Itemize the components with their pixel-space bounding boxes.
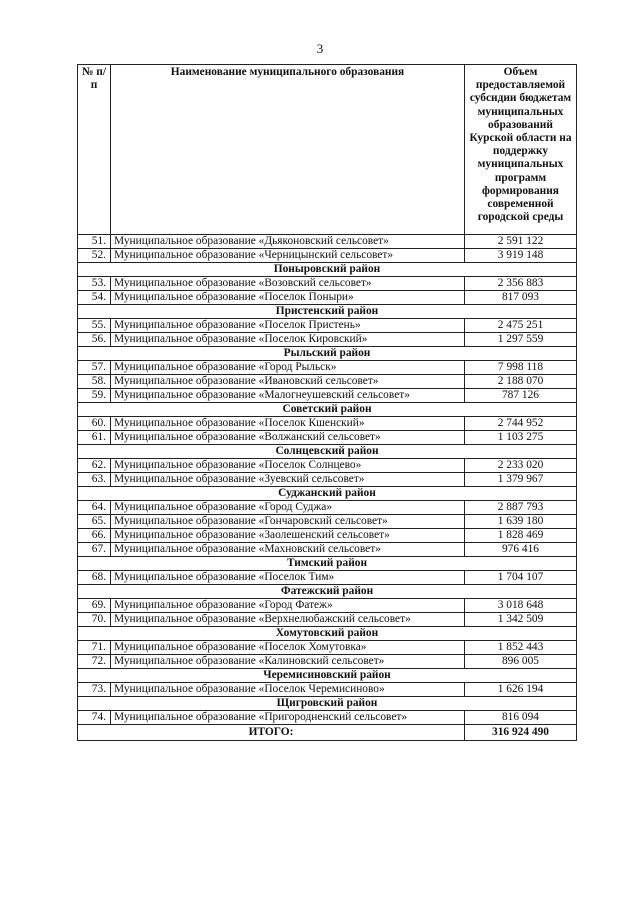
district-row — [78, 585, 577, 599]
subsidy-value: 1 704 107 — [465, 571, 577, 585]
district-row — [78, 403, 577, 417]
table-row — [78, 501, 577, 515]
municipality-name: Муниципальное образование «Поселок Солнцево» — [111, 459, 465, 473]
municipality-name: Муниципальное образование «Малогнеушевский сельсовет» — [111, 389, 465, 403]
table-row — [78, 711, 577, 725]
district-name: Советский район — [78, 403, 577, 417]
table-row — [78, 683, 577, 697]
subsidy-value: 1 852 443 — [465, 641, 577, 655]
row-number: 74. — [78, 711, 111, 725]
municipality-name: Муниципальное образование «Гончаровский сельсовет» — [111, 515, 465, 529]
subsidy-value: 2 591 122 — [465, 235, 577, 249]
row-number: 68. — [78, 571, 111, 585]
subsidy-value: 976 416 — [465, 543, 577, 557]
municipality-name: Муниципальное образование «Поселок Пристень» — [111, 319, 465, 333]
subsidy-value: 1 103 275 — [465, 431, 577, 445]
district-name: Рыльский район — [78, 347, 577, 361]
row-number: 51. — [78, 235, 111, 249]
municipality-name: Муниципальное образование «Заолешенский сельсовет» — [111, 529, 465, 543]
page-number: 3 — [316, 41, 324, 56]
district-name: Фатежский район — [78, 585, 577, 599]
subsidy-value: 2 233 020 — [465, 459, 577, 473]
table-row — [78, 515, 577, 529]
table-row — [78, 473, 577, 487]
row-number: 65. — [78, 515, 111, 529]
subsidy-value: 7 998 118 — [465, 361, 577, 375]
municipality-name: Муниципальное образование «Поселок Тим» — [111, 571, 465, 585]
row-number: 72. — [78, 655, 111, 669]
table-row — [78, 375, 577, 389]
row-number: 69. — [78, 599, 111, 613]
table-row — [78, 333, 577, 347]
municipality-name: Муниципальное образование «Ивановский сельсовет» — [111, 375, 465, 389]
row-number: 66. — [78, 529, 111, 543]
subsidy-value: 817 093 — [465, 291, 577, 305]
municipality-name: Муниципальное образование «Город Суджа» — [111, 501, 465, 515]
row-number: 71. — [78, 641, 111, 655]
row-number: 56. — [78, 333, 111, 347]
district-row — [78, 627, 577, 641]
row-number: 53. — [78, 277, 111, 291]
municipality-name: Муниципальное образование «Город Рыльск» — [111, 361, 465, 375]
district-name: Тимский район — [78, 557, 577, 571]
row-number: 64. — [78, 501, 111, 515]
municipality-name: Муниципальное образование «Поселок Хомутовка» — [111, 641, 465, 655]
table-header-row — [78, 65, 577, 235]
district-row — [78, 697, 577, 711]
table-row — [78, 655, 577, 669]
municipality-name: Муниципальное образование «Возовский сельсовет» — [111, 277, 465, 291]
subsidy-value: 896 005 — [465, 655, 577, 669]
table-row — [78, 319, 577, 333]
subsidy-value: 1 342 509 — [465, 613, 577, 627]
district-name: Суджанский район — [78, 487, 577, 501]
table-row — [78, 249, 577, 263]
subsidy-table — [77, 64, 577, 741]
district-row — [78, 347, 577, 361]
district-name: Поныровский район — [78, 263, 577, 277]
municipality-name: Муниципальное образование «Верхнелюбажский сельсовет» — [111, 613, 465, 627]
table-body — [78, 235, 577, 725]
header-num: № п/п — [78, 65, 111, 235]
row-number: 55. — [78, 319, 111, 333]
table-row — [78, 529, 577, 543]
header-name: Наименование муниципального образования — [111, 65, 465, 235]
municipality-name: Муниципальное образование «Махновский сельсовет» — [111, 543, 465, 557]
table-row — [78, 613, 577, 627]
row-number: 70. — [78, 613, 111, 627]
district-row — [78, 263, 577, 277]
table-row — [78, 599, 577, 613]
district-row — [78, 305, 577, 319]
subsidy-value: 2 744 952 — [465, 417, 577, 431]
table-row — [78, 543, 577, 557]
table-row — [78, 571, 577, 585]
municipality-name: Муниципальное образование «Пригородненский сельсовет» — [111, 711, 465, 725]
total-row — [78, 725, 577, 741]
municipality-name: Муниципальное образование «Зуевский сельсовет» — [111, 473, 465, 487]
table-row — [78, 291, 577, 305]
header-value: Объем предоставляемой субсидии бюджетам муниципальных образований Курской области на поддержку муниципальных программ формирования современной городской среды — [465, 65, 577, 235]
municipality-name: Муниципальное образование «Поселок Кировский» — [111, 333, 465, 347]
table-row — [78, 431, 577, 445]
row-number: 61. — [78, 431, 111, 445]
subsidy-value: 2 188 070 — [465, 375, 577, 389]
subsidy-value: 3 919 148 — [465, 249, 577, 263]
subsidy-value: 2 356 883 — [465, 277, 577, 291]
row-number: 59. — [78, 389, 111, 403]
subsidy-value: 816 094 — [465, 711, 577, 725]
municipality-name: Муниципальное образование «Поселок Поныри» — [111, 291, 465, 305]
subsidy-value: 3 018 648 — [465, 599, 577, 613]
municipality-name: Муниципальное образование «Дьяконовский сельсовет» — [111, 235, 465, 249]
subsidy-value: 1 379 967 — [465, 473, 577, 487]
subsidy-value: 1 828 469 — [465, 529, 577, 543]
subsidy-value: 787 126 — [465, 389, 577, 403]
table-row — [78, 235, 577, 249]
municipality-name: Муниципальное образование «Черницынский сельсовет» — [111, 249, 465, 263]
row-number: 60. — [78, 417, 111, 431]
district-name: Щигровский район — [78, 697, 577, 711]
subsidy-value: 1 639 180 — [465, 515, 577, 529]
municipality-name: Муниципальное образование «Волжанский сельсовет» — [111, 431, 465, 445]
table-row — [78, 417, 577, 431]
row-number: 62. — [78, 459, 111, 473]
table-row — [78, 641, 577, 655]
row-number: 63. — [78, 473, 111, 487]
district-name: Хомутовский район — [78, 627, 577, 641]
row-number: 58. — [78, 375, 111, 389]
row-number: 52. — [78, 249, 111, 263]
district-row — [78, 669, 577, 683]
table-row — [78, 459, 577, 473]
district-name: Пристенский район — [78, 305, 577, 319]
row-number: 54. — [78, 291, 111, 305]
total-label: ИТОГО: — [78, 725, 465, 741]
district-name: Солнцевский район — [78, 445, 577, 459]
municipality-name: Муниципальное образование «Калиновский сельсовет» — [111, 655, 465, 669]
table-row — [78, 389, 577, 403]
district-row — [78, 557, 577, 571]
total-value: 316 924 490 — [465, 725, 577, 741]
district-row — [78, 487, 577, 501]
subsidy-value: 2 887 793 — [465, 501, 577, 515]
row-number: 67. — [78, 543, 111, 557]
subsidy-value: 2 475 251 — [465, 319, 577, 333]
subsidy-value: 1 297 559 — [465, 333, 577, 347]
table-row — [78, 277, 577, 291]
table-row — [78, 361, 577, 375]
district-name: Черемисиновский район — [78, 669, 577, 683]
municipality-name: Муниципальное образование «Поселок Кшенский» — [111, 417, 465, 431]
subsidy-value: 1 626 194 — [465, 683, 577, 697]
district-row — [78, 445, 577, 459]
municipality-name: Муниципальное образование «Поселок Черемисиново» — [111, 683, 465, 697]
municipality-name: Муниципальное образование «Город Фатеж» — [111, 599, 465, 613]
row-number: 73. — [78, 683, 111, 697]
row-number: 57. — [78, 361, 111, 375]
